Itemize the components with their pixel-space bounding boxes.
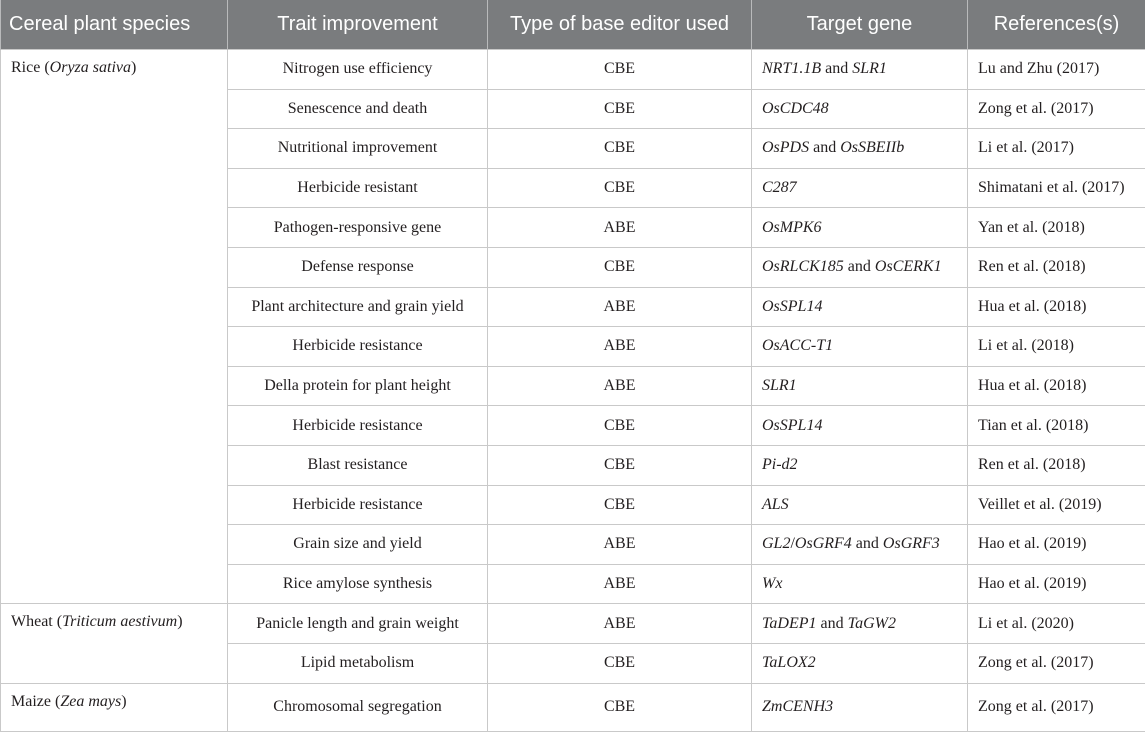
gene-name: TaGW2 xyxy=(848,615,896,632)
gene-cell xyxy=(752,247,968,287)
gene-name: OsCDC48 xyxy=(762,100,829,117)
table-row xyxy=(1,50,1145,90)
editor-cell: ABE xyxy=(488,604,752,644)
reference-cell: Tian et al. (2018) xyxy=(968,406,1145,446)
table-body xyxy=(1,50,1145,732)
gene-cell xyxy=(752,129,968,169)
editor-cell: ABE xyxy=(488,366,752,406)
editor-cell: CBE xyxy=(488,168,752,208)
trait-cell: Defense response xyxy=(228,247,488,287)
gene-cell xyxy=(752,366,968,406)
gene-cell xyxy=(752,208,968,248)
gene-cell xyxy=(752,406,968,446)
header-trait: Trait improvement xyxy=(228,0,488,50)
trait-cell: Blast resistance xyxy=(228,445,488,485)
gene-cell xyxy=(752,50,968,90)
species-text: Maize xyxy=(11,693,51,710)
trait-cell: Herbicide resistance xyxy=(228,327,488,367)
editor-cell: CBE xyxy=(488,406,752,446)
gene-cell xyxy=(752,564,968,604)
species-cell xyxy=(1,604,228,683)
table-header xyxy=(1,0,1145,50)
species-text: Rice xyxy=(11,59,40,76)
gene-cell xyxy=(752,445,968,485)
gene-name: OsCERK1 xyxy=(875,258,942,275)
species-scientific-name: Zea mays xyxy=(60,693,121,710)
trait-cell: Grain size and yield xyxy=(228,525,488,565)
gene-connector: and xyxy=(844,258,875,275)
table-row xyxy=(1,604,1145,644)
species-text: Wheat xyxy=(11,613,53,630)
gene-cell xyxy=(752,604,968,644)
reference-cell: Hao et al. (2019) xyxy=(968,525,1145,565)
reference-cell: Li et al. (2017) xyxy=(968,129,1145,169)
species-cell xyxy=(1,50,228,604)
gene-name: OsRLCK185 xyxy=(762,258,844,275)
reference-cell: Zong et al. (2017) xyxy=(968,89,1145,129)
gene-name: GL2 xyxy=(762,535,790,552)
reference-cell: Yan et al. (2018) xyxy=(968,208,1145,248)
editor-cell: CBE xyxy=(488,247,752,287)
reference-cell: Li et al. (2018) xyxy=(968,327,1145,367)
gene-connector: / xyxy=(790,535,794,552)
reference-cell: Lu and Zhu (2017) xyxy=(968,50,1145,90)
species-text: ) xyxy=(131,59,136,76)
reference-cell: Ren et al. (2018) xyxy=(968,247,1145,287)
gene-name: TaDEP1 xyxy=(762,615,817,632)
gene-name: OsACC-T1 xyxy=(762,337,833,354)
gene-name: OsGRF4 xyxy=(795,535,852,552)
editor-cell: ABE xyxy=(488,287,752,327)
reference-cell: Zong et al. (2017) xyxy=(968,683,1145,732)
trait-cell: Nutritional improvement xyxy=(228,129,488,169)
gene-connector: and xyxy=(817,615,848,632)
gene-cell xyxy=(752,287,968,327)
reference-cell: Shimatani et al. (2017) xyxy=(968,168,1145,208)
gene-cell xyxy=(752,89,968,129)
trait-cell: Pathogen-responsive gene xyxy=(228,208,488,248)
trait-cell: Senescence and death xyxy=(228,89,488,129)
header-row xyxy=(1,0,1145,50)
gene-cell xyxy=(752,485,968,525)
trait-cell: Herbicide resistance xyxy=(228,485,488,525)
editor-cell: CBE xyxy=(488,129,752,169)
gene-cell xyxy=(752,168,968,208)
reference-cell: Zong et al. (2017) xyxy=(968,643,1145,683)
gene-name: Wx xyxy=(762,575,782,592)
gene-name: OsSBEIIb xyxy=(840,139,904,156)
reference-cell: Hao et al. (2019) xyxy=(968,564,1145,604)
species-cell xyxy=(1,683,228,732)
species-text: ( xyxy=(51,693,60,710)
editor-cell: ABE xyxy=(488,525,752,565)
species-text: ( xyxy=(53,613,62,630)
header-species: Cereal plant species xyxy=(1,0,228,50)
gene-cell xyxy=(752,683,968,732)
species-text: ) xyxy=(121,693,126,710)
species-text: ( xyxy=(40,59,49,76)
editor-cell: ABE xyxy=(488,327,752,367)
reference-cell: Ren et al. (2018) xyxy=(968,445,1145,485)
editor-cell: ABE xyxy=(488,208,752,248)
trait-cell: Lipid metabolism xyxy=(228,643,488,683)
trait-cell: Herbicide resistance xyxy=(228,406,488,446)
editor-cell: CBE xyxy=(488,50,752,90)
trait-cell: Panicle length and grain weight xyxy=(228,604,488,644)
trait-cell: Nitrogen use efficiency xyxy=(228,50,488,90)
table-row xyxy=(1,683,1145,732)
gene-name: OsGRF3 xyxy=(883,535,940,552)
header-gene: Target gene xyxy=(752,0,968,50)
species-scientific-name: Oryza sativa xyxy=(50,59,131,76)
gene-name: SLR1 xyxy=(762,377,797,394)
editor-cell: ABE xyxy=(488,564,752,604)
gene-name: TaLOX2 xyxy=(762,654,816,671)
gene-connector: and xyxy=(821,60,852,77)
gene-name: OsSPL14 xyxy=(762,298,822,315)
reference-cell: Li et al. (2020) xyxy=(968,604,1145,644)
editor-cell: CBE xyxy=(488,445,752,485)
gene-name: OsPDS xyxy=(762,139,809,156)
species-text: ) xyxy=(177,613,182,630)
gene-name: SLR1 xyxy=(852,60,887,77)
gene-name: ALS xyxy=(762,496,789,513)
editor-cell: CBE xyxy=(488,89,752,129)
trait-cell: Plant architecture and grain yield xyxy=(228,287,488,327)
gene-name: ZmCENH3 xyxy=(762,698,833,715)
gene-connector: and xyxy=(852,535,883,552)
trait-cell: Della protein for plant height xyxy=(228,366,488,406)
gene-connector: and xyxy=(809,139,840,156)
header-editor: Type of base editor used xyxy=(488,0,752,50)
gene-name: C287 xyxy=(762,179,797,196)
gene-cell xyxy=(752,643,968,683)
gene-name: OsSPL14 xyxy=(762,417,822,434)
gene-name: NRT1.1B xyxy=(762,60,821,77)
header-references: References(s) xyxy=(968,0,1145,50)
trait-cell: Herbicide resistant xyxy=(228,168,488,208)
reference-cell: Veillet et al. (2019) xyxy=(968,485,1145,525)
trait-cell: Chromosomal segregation xyxy=(228,683,488,732)
editor-cell: CBE xyxy=(488,485,752,525)
trait-cell: Rice amylose synthesis xyxy=(228,564,488,604)
species-scientific-name: Triticum aestivum xyxy=(62,613,177,630)
gene-cell xyxy=(752,525,968,565)
reference-cell: Hua et al. (2018) xyxy=(968,366,1145,406)
gene-cell xyxy=(752,327,968,367)
editor-cell: CBE xyxy=(488,643,752,683)
reference-cell: Hua et al. (2018) xyxy=(968,287,1145,327)
editor-cell: CBE xyxy=(488,683,752,732)
gene-name: OsMPK6 xyxy=(762,219,822,236)
gene-name: Pi-d2 xyxy=(762,456,798,473)
